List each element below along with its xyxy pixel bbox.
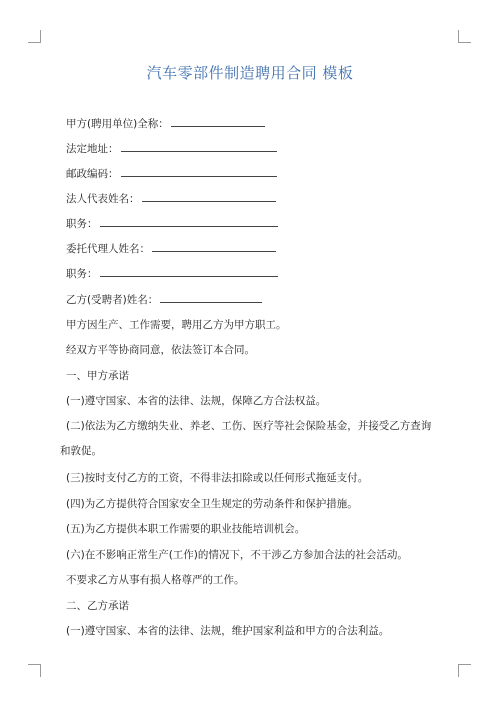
field-authorized-agent <box>66 240 276 256</box>
field-label: 职务： <box>66 218 98 230</box>
fill-in-blank[interactable] <box>100 265 278 277</box>
crop-mark-bottom-left <box>28 664 41 677</box>
paragraph: 甲方因生产、工作需要，聘用乙方为甲方职工。 <box>66 319 287 331</box>
field-party-b-name <box>66 291 262 307</box>
paragraph-wrapped <box>60 414 444 464</box>
field-legal-address <box>66 140 277 156</box>
fill-in-blank[interactable] <box>121 165 277 177</box>
paragraph: (五)为乙方提供本职工作需要的职业技能培训机会。 <box>66 523 306 535</box>
paragraph: (一)遵守国家、本省的法律、法规，维护国家利益和甲方的合法利益。 <box>66 625 390 637</box>
fill-in-blank[interactable] <box>142 190 276 202</box>
crop-mark-top-left <box>28 30 41 43</box>
field-position-2 <box>66 265 278 281</box>
crop-mark-bottom-right <box>458 664 471 677</box>
paragraph-line: 和敦促。 <box>60 445 102 457</box>
fill-in-blank[interactable] <box>160 291 262 303</box>
paragraph: 经双方平等协商同意，依法签订本合同。 <box>66 344 255 356</box>
field-label: 法定地址： <box>66 143 119 155</box>
section-heading: 一、甲方承诺 <box>66 370 129 382</box>
paragraph: (三)按时支付乙方的工资，不得非法扣除或以任何形式拖延支付。 <box>66 472 369 484</box>
crop-mark-top-right <box>458 30 471 43</box>
document-title: 汽车零部件制造聘用合同 模板 <box>146 64 354 82</box>
field-label: 乙方(受聘者)姓名： <box>66 294 159 306</box>
paragraph-line: (二)依法为乙方缴纳失业、养老、工伤、医疗等社会保险基金，并接受乙方查询 <box>66 420 432 432</box>
field-legal-representative <box>66 190 276 206</box>
fill-in-blank[interactable] <box>152 240 276 252</box>
field-label: 法人代表姓名： <box>66 193 140 205</box>
paragraph: 不要求乙方从事有损人格尊严的工作。 <box>66 574 245 586</box>
paragraph: (六)在不影响正常生产(工作)的情况下，不干涉乙方参加合法的社会活动。 <box>66 549 408 561</box>
paragraph: (一)遵守国家、本省的法律、法规，保障乙方合法权益。 <box>66 395 327 407</box>
field-label: 邮政编码： <box>66 168 119 180</box>
fill-in-blank[interactable] <box>121 140 277 152</box>
field-label: 委托代理人姓名： <box>66 243 150 255</box>
field-position-1 <box>66 215 278 231</box>
field-label: 甲方(聘用单位)全称： <box>66 118 169 130</box>
paragraph: (四)为乙方提供符合国家安全卫生规定的劳动条件和保护措施。 <box>66 498 358 510</box>
fill-in-blank[interactable] <box>171 115 265 127</box>
section-heading: 二、乙方承诺 <box>66 600 129 612</box>
field-party-a-name <box>66 115 265 131</box>
fill-in-blank[interactable] <box>100 215 278 227</box>
field-label: 职务： <box>66 268 98 280</box>
field-postal-code <box>66 165 277 181</box>
